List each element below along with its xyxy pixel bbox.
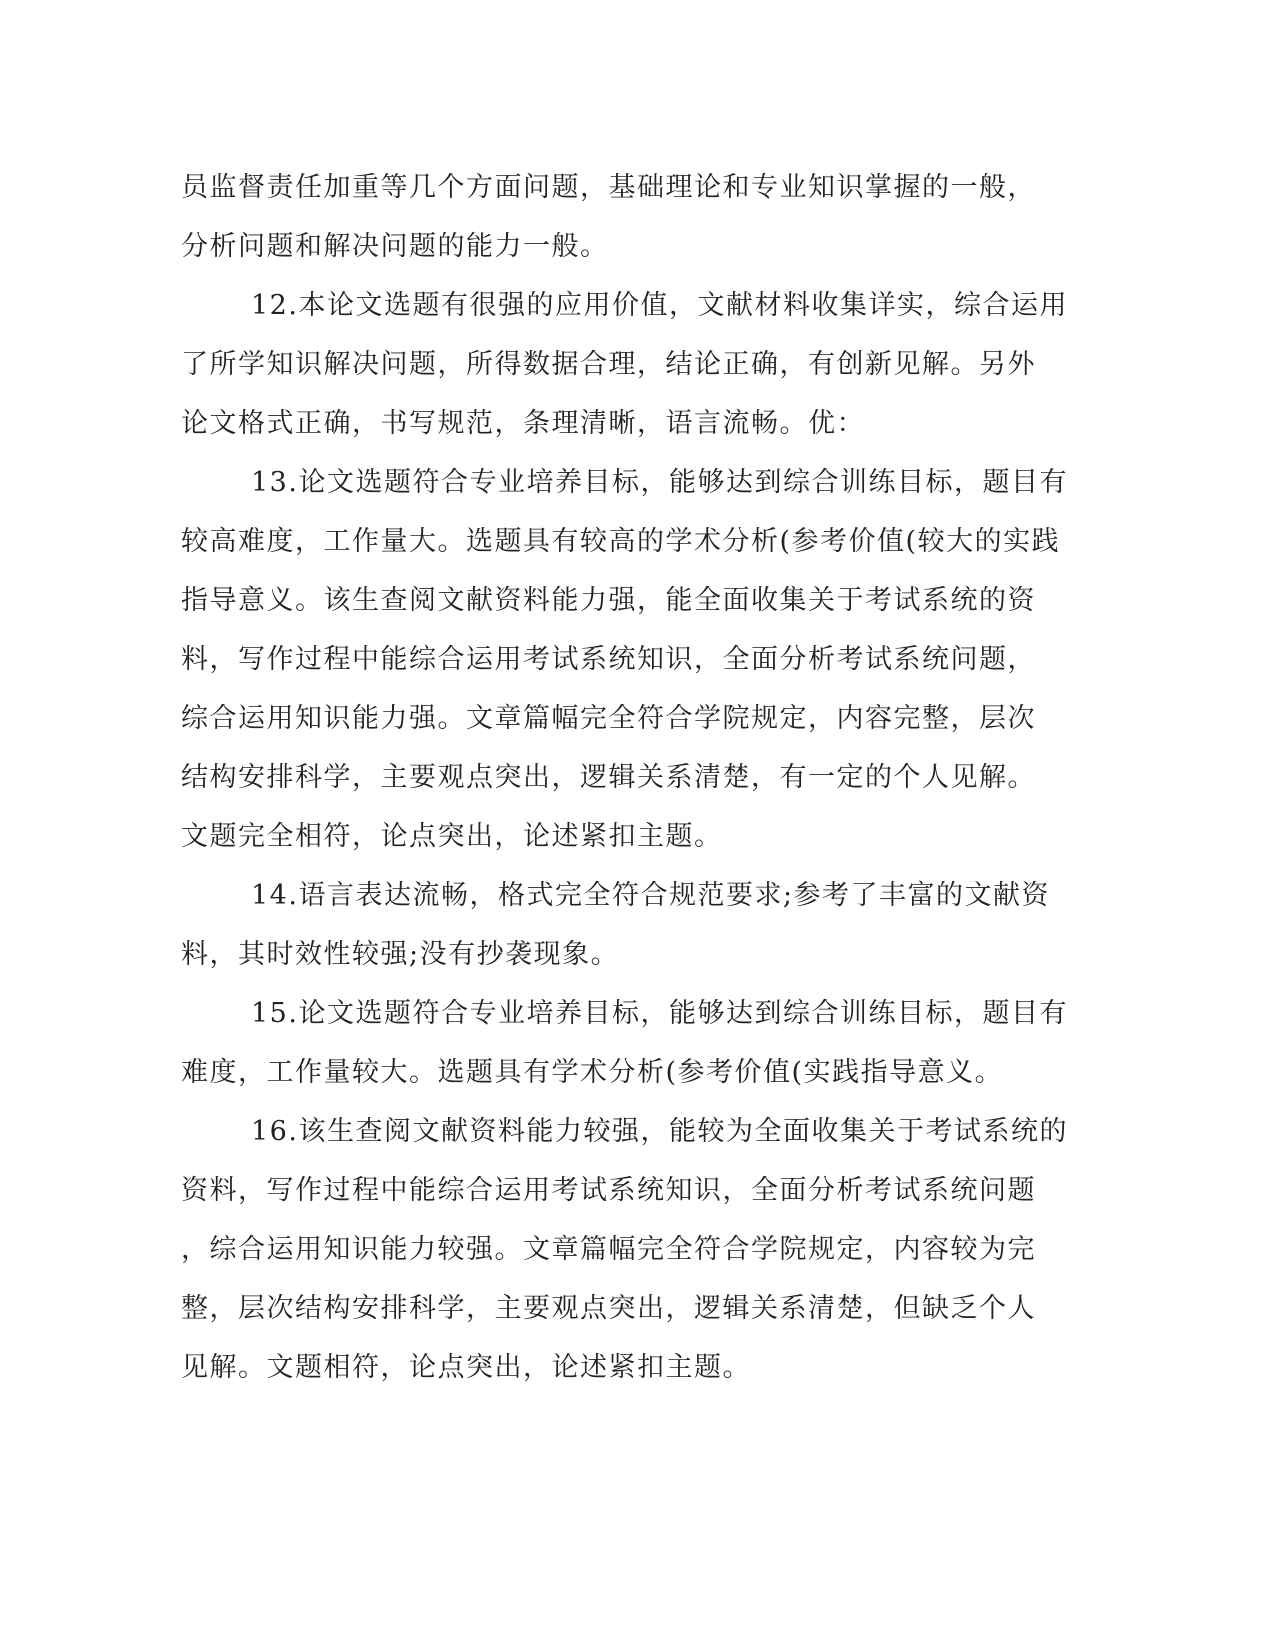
text-line: 较高难度，工作量大。选题具有较高的学术分析(参考价值(较大的实践 bbox=[181, 526, 1061, 557]
body-text bbox=[181, 158, 1068, 1397]
text-line: 13.论文选题符合专业培养目标，能够达到综合训练目标，题目有 bbox=[251, 467, 1068, 498]
text-line: 15.论文选题符合专业培养目标，能够达到综合训练目标，题目有 bbox=[251, 998, 1068, 1029]
text-line: 12.本论文选题有很强的应用价值，文献材料收集详实，综合运用 bbox=[251, 290, 1068, 321]
text-line: 论文格式正确，书写规范，条理清晰，语言流畅。优： bbox=[181, 408, 865, 439]
text-line: 见解。文题相符，论点突出，论述紧扣主题。 bbox=[181, 1352, 751, 1383]
text-line: 难度，工作量较大。选题具有学术分析(参考价值(实践指导意义。 bbox=[181, 1057, 1004, 1088]
text-line: 资料，写作过程中能综合运用考试系统知识，全面分析考试系统问题 bbox=[181, 1175, 1036, 1206]
text-line: 料，写作过程中能综合运用考试系统知识，全面分析考试系统问题， bbox=[181, 644, 1036, 675]
text-line: 指导意义。该生查阅文献资料能力强，能全面收集关于考试系统的资 bbox=[181, 585, 1036, 616]
text-line: 了所学知识解决问题，所得数据合理，结论正确，有创新见解。另外 bbox=[181, 349, 1036, 380]
text-line: 14.语言表达流畅，格式完全符合规范要求;参考了丰富的文献资 bbox=[251, 880, 1051, 911]
text-line: 料，其时效性较强;没有抄袭现象。 bbox=[181, 939, 620, 970]
text-line: 文题完全相符，论点突出，论述紧扣主题。 bbox=[181, 821, 723, 852]
text-line: 综合运用知识能力强。文章篇幅完全符合学院规定，内容完整，层次 bbox=[181, 703, 1036, 734]
text-line: 员监督责任加重等几个方面问题，基础理论和专业知识掌握的一般， bbox=[181, 172, 1036, 203]
text-line: 16.该生查阅文献资料能力较强，能较为全面收集关于考试系统的 bbox=[251, 1116, 1068, 1147]
text-line: 整，层次结构安排科学，主要观点突出，逻辑关系清楚，但缺乏个人 bbox=[181, 1293, 1036, 1324]
text-line: ，综合运用知识能力较强。文章篇幅完全符合学院规定，内容较为完 bbox=[181, 1234, 1036, 1265]
text-line: 结构安排科学，主要观点突出，逻辑关系清楚，有一定的个人见解。 bbox=[181, 762, 1036, 793]
text-line: 分析问题和解决问题的能力一般。 bbox=[181, 231, 609, 262]
